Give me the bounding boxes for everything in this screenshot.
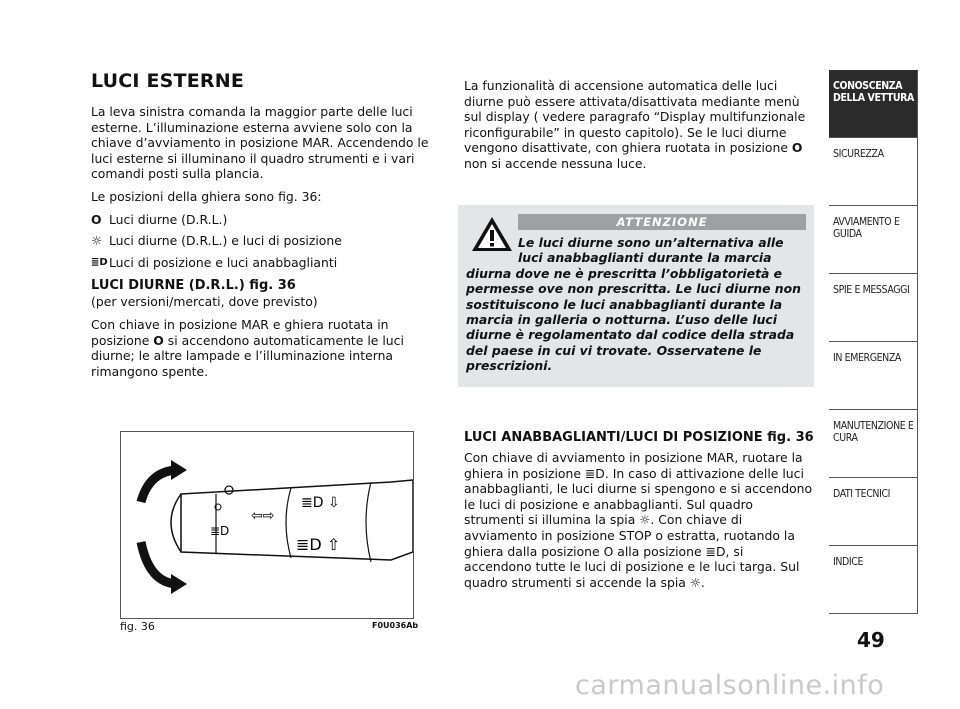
tab-emergenza[interactable]: IN EMERGENZA (829, 342, 918, 410)
tab-sicurezza[interactable]: SICUREZZA (829, 138, 918, 206)
tab-conoscenza[interactable]: CONOSCENZA DELLA VETTURA (829, 70, 918, 138)
warning-box (458, 205, 814, 387)
warning-title: ATTENZIONE (518, 214, 806, 230)
option-drl-position (91, 233, 436, 249)
drl-subheading: (per versioni/mercati, dove previsto) (91, 294, 318, 310)
low-beam-heading: LUCI ANABBAGLIANTI/LUCI DI POSIZIONE fig. 36 (464, 430, 814, 445)
drl-symbol-icon: O (91, 211, 102, 227)
watermark: carmanualsonline.info (575, 670, 885, 701)
low-beam-section (464, 430, 814, 597)
drl-settings-paragraph: La funzionalità di accensione automatica delle luci diurne può essere attivata/disattivata mediante menù sul display ( vedere paragrafo “Display multifunzionale riconfigurabile” in questo capitolo). Se le luci diurne vengono disattivate, con ghiera ruotata in posizione O non si accende nessuna luce. (464, 78, 806, 171)
svg-text:≣D ⇩: ≣D ⇩ (301, 495, 340, 511)
drl-paragraph: Con chiave in posizione MAR e ghiera ruotata in posizione O si accendono automaticamente le luci diurne; le altre lampade e l’illuminazione interna rimangono spente. (91, 316, 404, 379)
positions-intro: Le posizioni della ghiera sono fig. 36: (91, 188, 322, 204)
tab-spie[interactable]: SPIE E MESSAGGI (829, 274, 918, 342)
tab-indice[interactable]: INDICE (829, 546, 918, 614)
right-column (464, 78, 814, 179)
section-title: LUCI ESTERNE (91, 70, 244, 92)
svg-text:≣D: ≣D (210, 524, 230, 538)
option-label: Luci diurne (D.R.L.) e luci di posizione (109, 233, 342, 249)
tab-dati-tecnici[interactable]: DATI TECNICI (829, 478, 918, 546)
intro-paragraph: La leva sinistra comanda la maggior parte delle luci esterne. L’illuminazione esterna avviene solo con la chiave d’avviamento in posizione MAR. Accendendo le luci esterne si illuminano il quadro strumenti e i vari comandi posti sulla plancia. (91, 104, 429, 182)
low-beam-icon: ≣D (91, 256, 108, 268)
sun-icon: ☼ (91, 233, 103, 249)
chapter-sidebar (829, 70, 918, 614)
figure-36-lever (120, 431, 414, 619)
warning-text: Le luci diurne sono un’alternativa alle luci anabbaglianti durante la marcia diurna dove ne è prescritta l’obbligatorietà e permesse ove non prescritta. Le luci diurne non sostituiscono le luci anabbaglianti durante la marcia in galleria o notturna. L’uso delle luci diurne è regolamentato dal codice della strada del paese in cui vi trovate. Osservatene le prescrizioni. (466, 235, 801, 374)
figure-label: fig. 36 (120, 620, 155, 633)
option-label: Luci diurne (D.R.L.) (109, 211, 228, 227)
svg-text:⇦⇨: ⇦⇨ (251, 508, 275, 524)
option-label: Luci di posizione e luci anabbaglianti (109, 254, 338, 270)
page-number: 49 (857, 628, 885, 652)
drl-heading: LUCI DIURNE (D.R.L.) fig. 36 (91, 278, 296, 294)
lever-illustration (121, 432, 413, 618)
tab-avviamento[interactable]: AVVIAMENTO E GUIDA (829, 206, 918, 274)
figure-code: F0U036Ab (372, 621, 419, 630)
left-column (91, 70, 436, 386)
tab-manutenzione[interactable]: MANUTENZIONE E CURA (829, 410, 918, 478)
option-drl (91, 212, 436, 228)
low-beam-paragraph: Con chiave di avviamento in posizione MAR, ruotare la ghiera in posizione ≣D. In caso di attivazione delle luci anabbaglianti, le luci diurne si spengono e si accendono le luci di posizione e anabbaglianti. Sul quadro strumenti si illumina la spia ☼. Con chiave di avviamento in posizione STOP o estratta, ruotando la ghiera dalla posizione O alla posizione ≣D, si accendono tutte le luci di posizione e le luci targa. Sul quadro strumenti si accende la spia ☼. (464, 450, 813, 590)
svg-text:≣D ⇧: ≣D ⇧ (296, 535, 341, 554)
option-low-beam (91, 255, 436, 271)
